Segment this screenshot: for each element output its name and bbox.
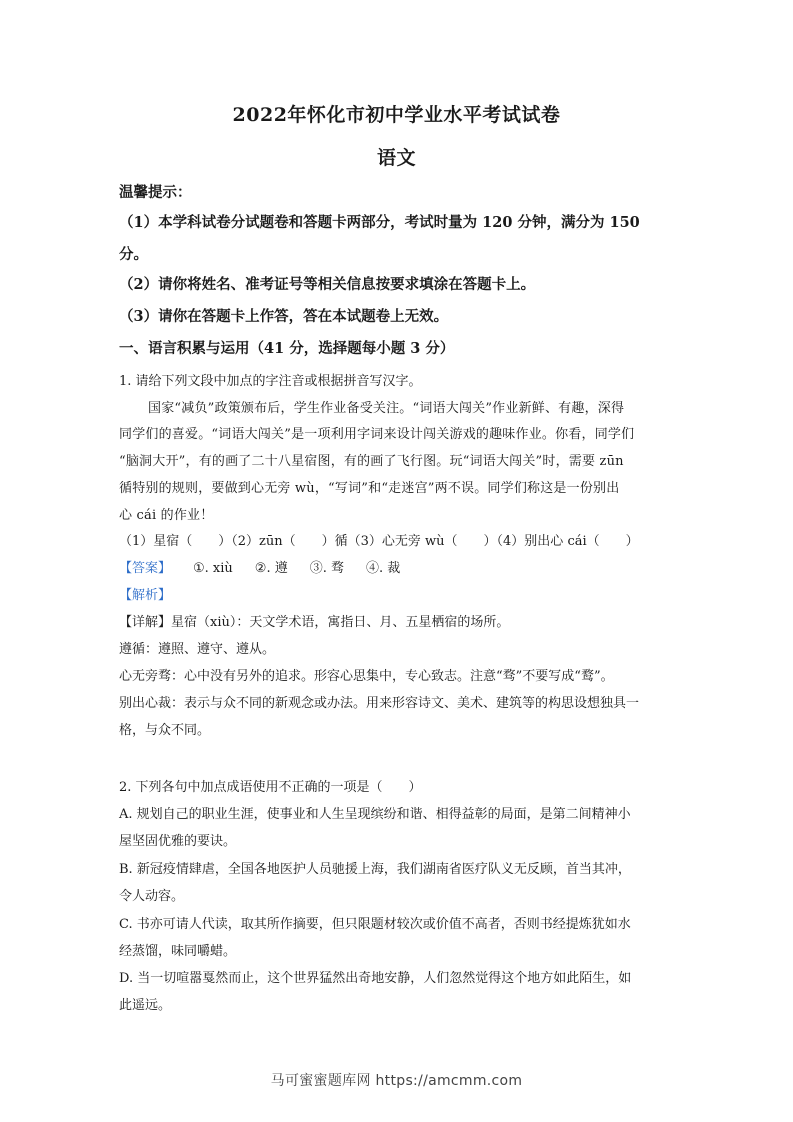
footer-watermark: 马可蜜蜜题库网 https://amcmm.com bbox=[270, 1073, 523, 1089]
answer-item: ③. 骛 bbox=[309, 561, 344, 576]
analysis-label: 【解析】 bbox=[119, 588, 172, 603]
q1-prompt: 1. 请给下列文段中加点的字注音或根据拼音写汉字。 bbox=[119, 374, 422, 389]
answer-item: ④. 裁 bbox=[365, 561, 401, 576]
q1-passage-line: 心 cái 的作业！ bbox=[119, 508, 214, 523]
exam-title: 2022年怀化市初中学业水平考试试卷 bbox=[232, 104, 561, 126]
answer-label: 【答案】 bbox=[119, 561, 172, 576]
tip-2: （2）请你将姓名、准考证号等相关信息按要求填涂在答题卡上。 bbox=[119, 276, 536, 293]
q2-option-d: D. 当一切喧嚣戛然而止，这个世界猛然出奇地安静，人们忽然觉得这个地方如此陌生，如 bbox=[119, 971, 632, 986]
detail-text: 星宿（xiù）：天文学术语，寓指日、月、五星栖宿的场所。 bbox=[171, 615, 510, 630]
q2-option-b-cont: 令人动容。 bbox=[119, 889, 185, 904]
tip-1-line-1: （1）本学科试卷分试题卷和答题卡两部分，考试时量为 120 分钟，满分为 150 bbox=[119, 214, 640, 231]
q2-option-a-cont: 屋坚固优雅的要诀。 bbox=[119, 834, 237, 849]
detail-line: 遵循：遵照、遵守、遵从。 bbox=[119, 642, 276, 657]
tips-heading: 温馨提示： bbox=[119, 184, 192, 201]
q1-passage-line: “脑洞大开”，有的画了二十八星宿图，有的画了飞行图。玩“词语大闯关”时，需要 zūn bbox=[119, 454, 624, 469]
q2-prompt: 2. 下列各句中加点成语使用不正确的一项是（ ） bbox=[119, 780, 422, 795]
q1-passage-line: 国家“减负”政策颁布后，学生作业备受关注。“词语大闯关”作业新鲜、有趣，深得 bbox=[148, 401, 625, 416]
detail-line bbox=[119, 611, 509, 630]
q2-option-c-cont: 经蒸馏，味同嚼蜡。 bbox=[119, 944, 237, 959]
answer-item: ①. xiù bbox=[193, 561, 233, 576]
detail-label: 【详解】 bbox=[119, 615, 172, 630]
tip-1-line-2: 分。 bbox=[119, 246, 148, 263]
answer-item: ②. 遵 bbox=[254, 561, 288, 576]
q1-passage-line: 循特别的规则，要做到心无旁 wù，“写词”和“走迷宫”两不误。同学们称这是一份别出 bbox=[119, 481, 620, 496]
q1-blanks: （1）星宿（ ）（2）zūn（ ）循（3）心无旁 wù（ ）（4）别出心 cái（ ） bbox=[119, 534, 639, 549]
q2-option-a: A. 规划自己的职业生涯，使事业和人生呈现缤纷和谐、相得益彰的局面，是第二间精神小 bbox=[119, 807, 631, 822]
q2-option-d-cont: 此遥远。 bbox=[119, 998, 172, 1013]
section-1-heading: 一、语言积累与运用（41 分，选择题每小题 3 分） bbox=[119, 340, 455, 357]
q2-option-b: B. 新冠疫情肆虐，全国各地医护人员驰援上海，我们湖南省医疗队义无反顾，首当其冲， bbox=[119, 862, 631, 877]
detail-line: 心无旁骛：心中没有另外的追求。形容心思集中，专心致志。注意“骛”不要写成“鹜”。 bbox=[119, 669, 614, 684]
detail-line: 格，与众不同。 bbox=[119, 723, 211, 738]
q2-option-c: C. 书亦可请人代读，取其所作摘要，但只限题材较次或价值不高者，否则书经提炼犹如水 bbox=[119, 917, 631, 932]
detail-line: 别出心裁：表示与众不同的新观念或办法。用来形容诗文、美术、建筑等的构思设想独具一 bbox=[119, 696, 640, 711]
q1-answer-row bbox=[119, 557, 400, 576]
exam-subject: 语文 bbox=[376, 147, 416, 169]
q1-passage-line: 同学们的喜爱。“词语大闯关”是一项利用字词来设计闯关游戏的趣味作业。你看，同学们 bbox=[119, 427, 635, 442]
tip-3: （3）请你在答题卡上作答，答在本试题卷上无效。 bbox=[119, 308, 449, 325]
